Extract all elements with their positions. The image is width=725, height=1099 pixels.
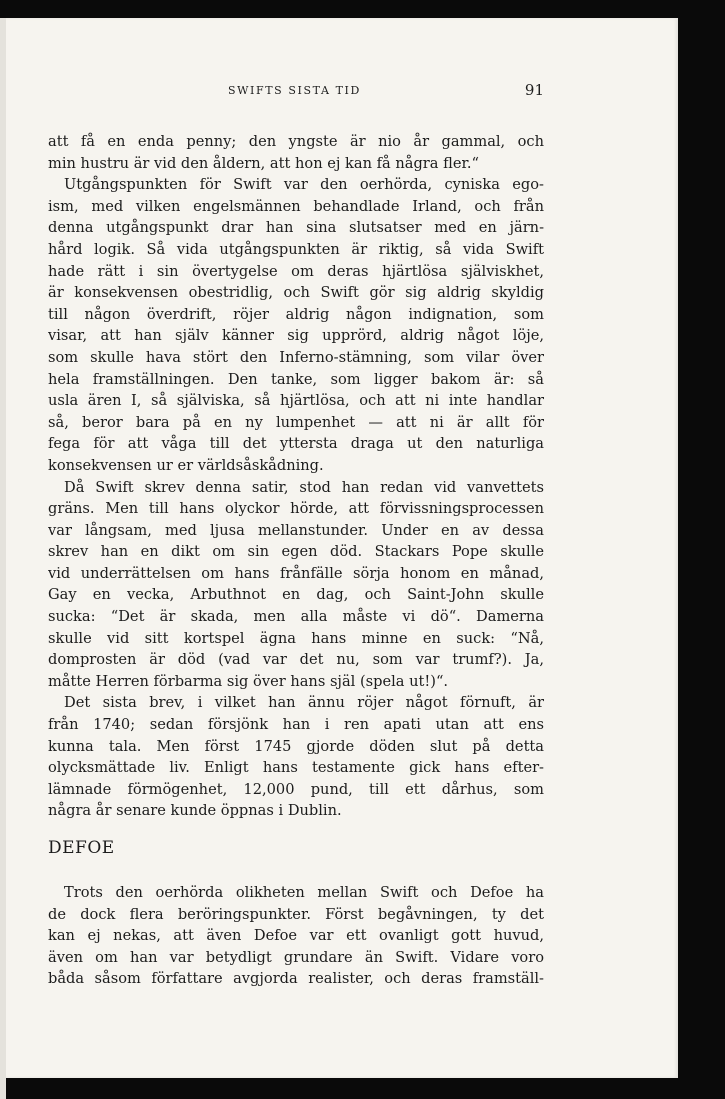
text-line: som skulle hava stört den Inferno-stämning, som vilar över: [48, 348, 544, 366]
text-line: Utgångspunkten för Swift var den oerhörda, cyniska ego-: [64, 176, 544, 194]
text-line: kunna tala. Men först 1745 gjorde döden slut på detta: [48, 737, 544, 755]
text-line: gräns. Men till hans olyckor hörde, att förvissningsprocessen: [48, 500, 544, 518]
text-line: kan ej nekas, att även Defoe var ett ovanligt gott huvud,: [48, 927, 544, 945]
text-line: skrev han en dikt om sin egen död. Stackars Pope skulle: [48, 543, 544, 561]
text-line: min hustru är vid den åldern, att hon ej kan få några fler.“: [48, 154, 479, 172]
book-page: [0, 18, 678, 1078]
running-head: [48, 81, 544, 101]
text-line: några år senare kunde öppnas i Dublin.: [48, 802, 342, 820]
text-line: från 1740; sedan försjönk han i ren apati utan att ens: [48, 716, 544, 734]
text-line: usla ären I, så själviska, så hjärtlösa, och att ni inte handlar: [48, 392, 544, 410]
text-line: till någon överdrift, röjer aldrig någon indignation, som: [48, 305, 544, 323]
text-line: hård logik. Så vida utgångspunkten är riktig, så vida Swift: [48, 240, 544, 258]
text-line: konsekvensen ur er världsåskådning.: [48, 456, 324, 474]
text-line: båda såsom författare avgjorda realister, och deras framställ-: [48, 970, 544, 988]
body-text: [48, 131, 544, 822]
text-line: måtte Herren förbarma sig över hans själ (spela ut!)“.: [48, 672, 449, 690]
text-line: sucka: “Det är skada, men alla måste vi dö“. Damerna: [48, 608, 544, 626]
text-line: domprosten är död (vad var det nu, som var trumf?). Ja,: [48, 651, 544, 669]
text-line: Gay en vecka, Arbuthnot en dag, och Saint-John skulle: [48, 586, 544, 604]
text-line: att få en enda penny; den yngste är nio år gammal, och: [48, 133, 544, 150]
text-line: Trots den oerhörda olikheten mellan Swift och Defoe ha: [64, 884, 544, 901]
text-line: Då Swift skrev denna satir, stod han redan vid vanvettets: [64, 478, 544, 496]
page-number: 91: [524, 81, 544, 99]
text-line: vid underrättelsen om hans frånfälle sörja honom en månad,: [48, 564, 544, 582]
text-line: olycksmättade liv. Enligt hans testamente gick hans efter-: [48, 759, 544, 777]
text-line: är konsekvensen obestridlig, och Swift gör sig aldrig skyldig: [48, 284, 544, 302]
section-body-text: [48, 882, 544, 990]
paper-edge: [0, 18, 6, 1099]
text-line: ism, med vilken engelsmännen behandlade Irland, och från: [48, 197, 544, 215]
text-line: Det sista brev, i vilket han ännu röjer något förnuft, är: [64, 694, 544, 712]
text-line: lämnade förmögenhet, 12,000 pund, till ett dårhus, som: [48, 780, 544, 798]
text-line: hela framställningen. Den tanke, som ligger bakom är: så: [48, 370, 544, 388]
running-title: SWIFTS SISTA TID: [228, 84, 361, 97]
text-line: var långsam, med ljusa mellanstunder. Under en av dessa: [48, 521, 544, 539]
section-heading: DEFOE: [48, 838, 115, 858]
text-line: denna utgångspunkt drar han sina slutsatser med en järn-: [48, 219, 544, 237]
text-line: hade rätt i sin övertygelse om deras hjärtlösa själviskhet,: [48, 262, 544, 280]
text-line: även om han var betydligt grundare än Swift. Vidare voro: [48, 948, 544, 966]
text-line: fega för att våga till det yttersta draga ut den naturliga: [48, 435, 544, 453]
text-line: skulle vid sitt kortspel ägna hans minne en suck: “Nå,: [48, 629, 544, 647]
text-line: så, beror bara på en ny lumpenhet — att ni är allt för: [48, 413, 544, 431]
text-line: visar, att han själv känner sig upprörd, aldrig något löje,: [48, 327, 544, 345]
text-line: de dock flera beröringspunkter. Först begåvningen, ty det: [48, 905, 544, 923]
